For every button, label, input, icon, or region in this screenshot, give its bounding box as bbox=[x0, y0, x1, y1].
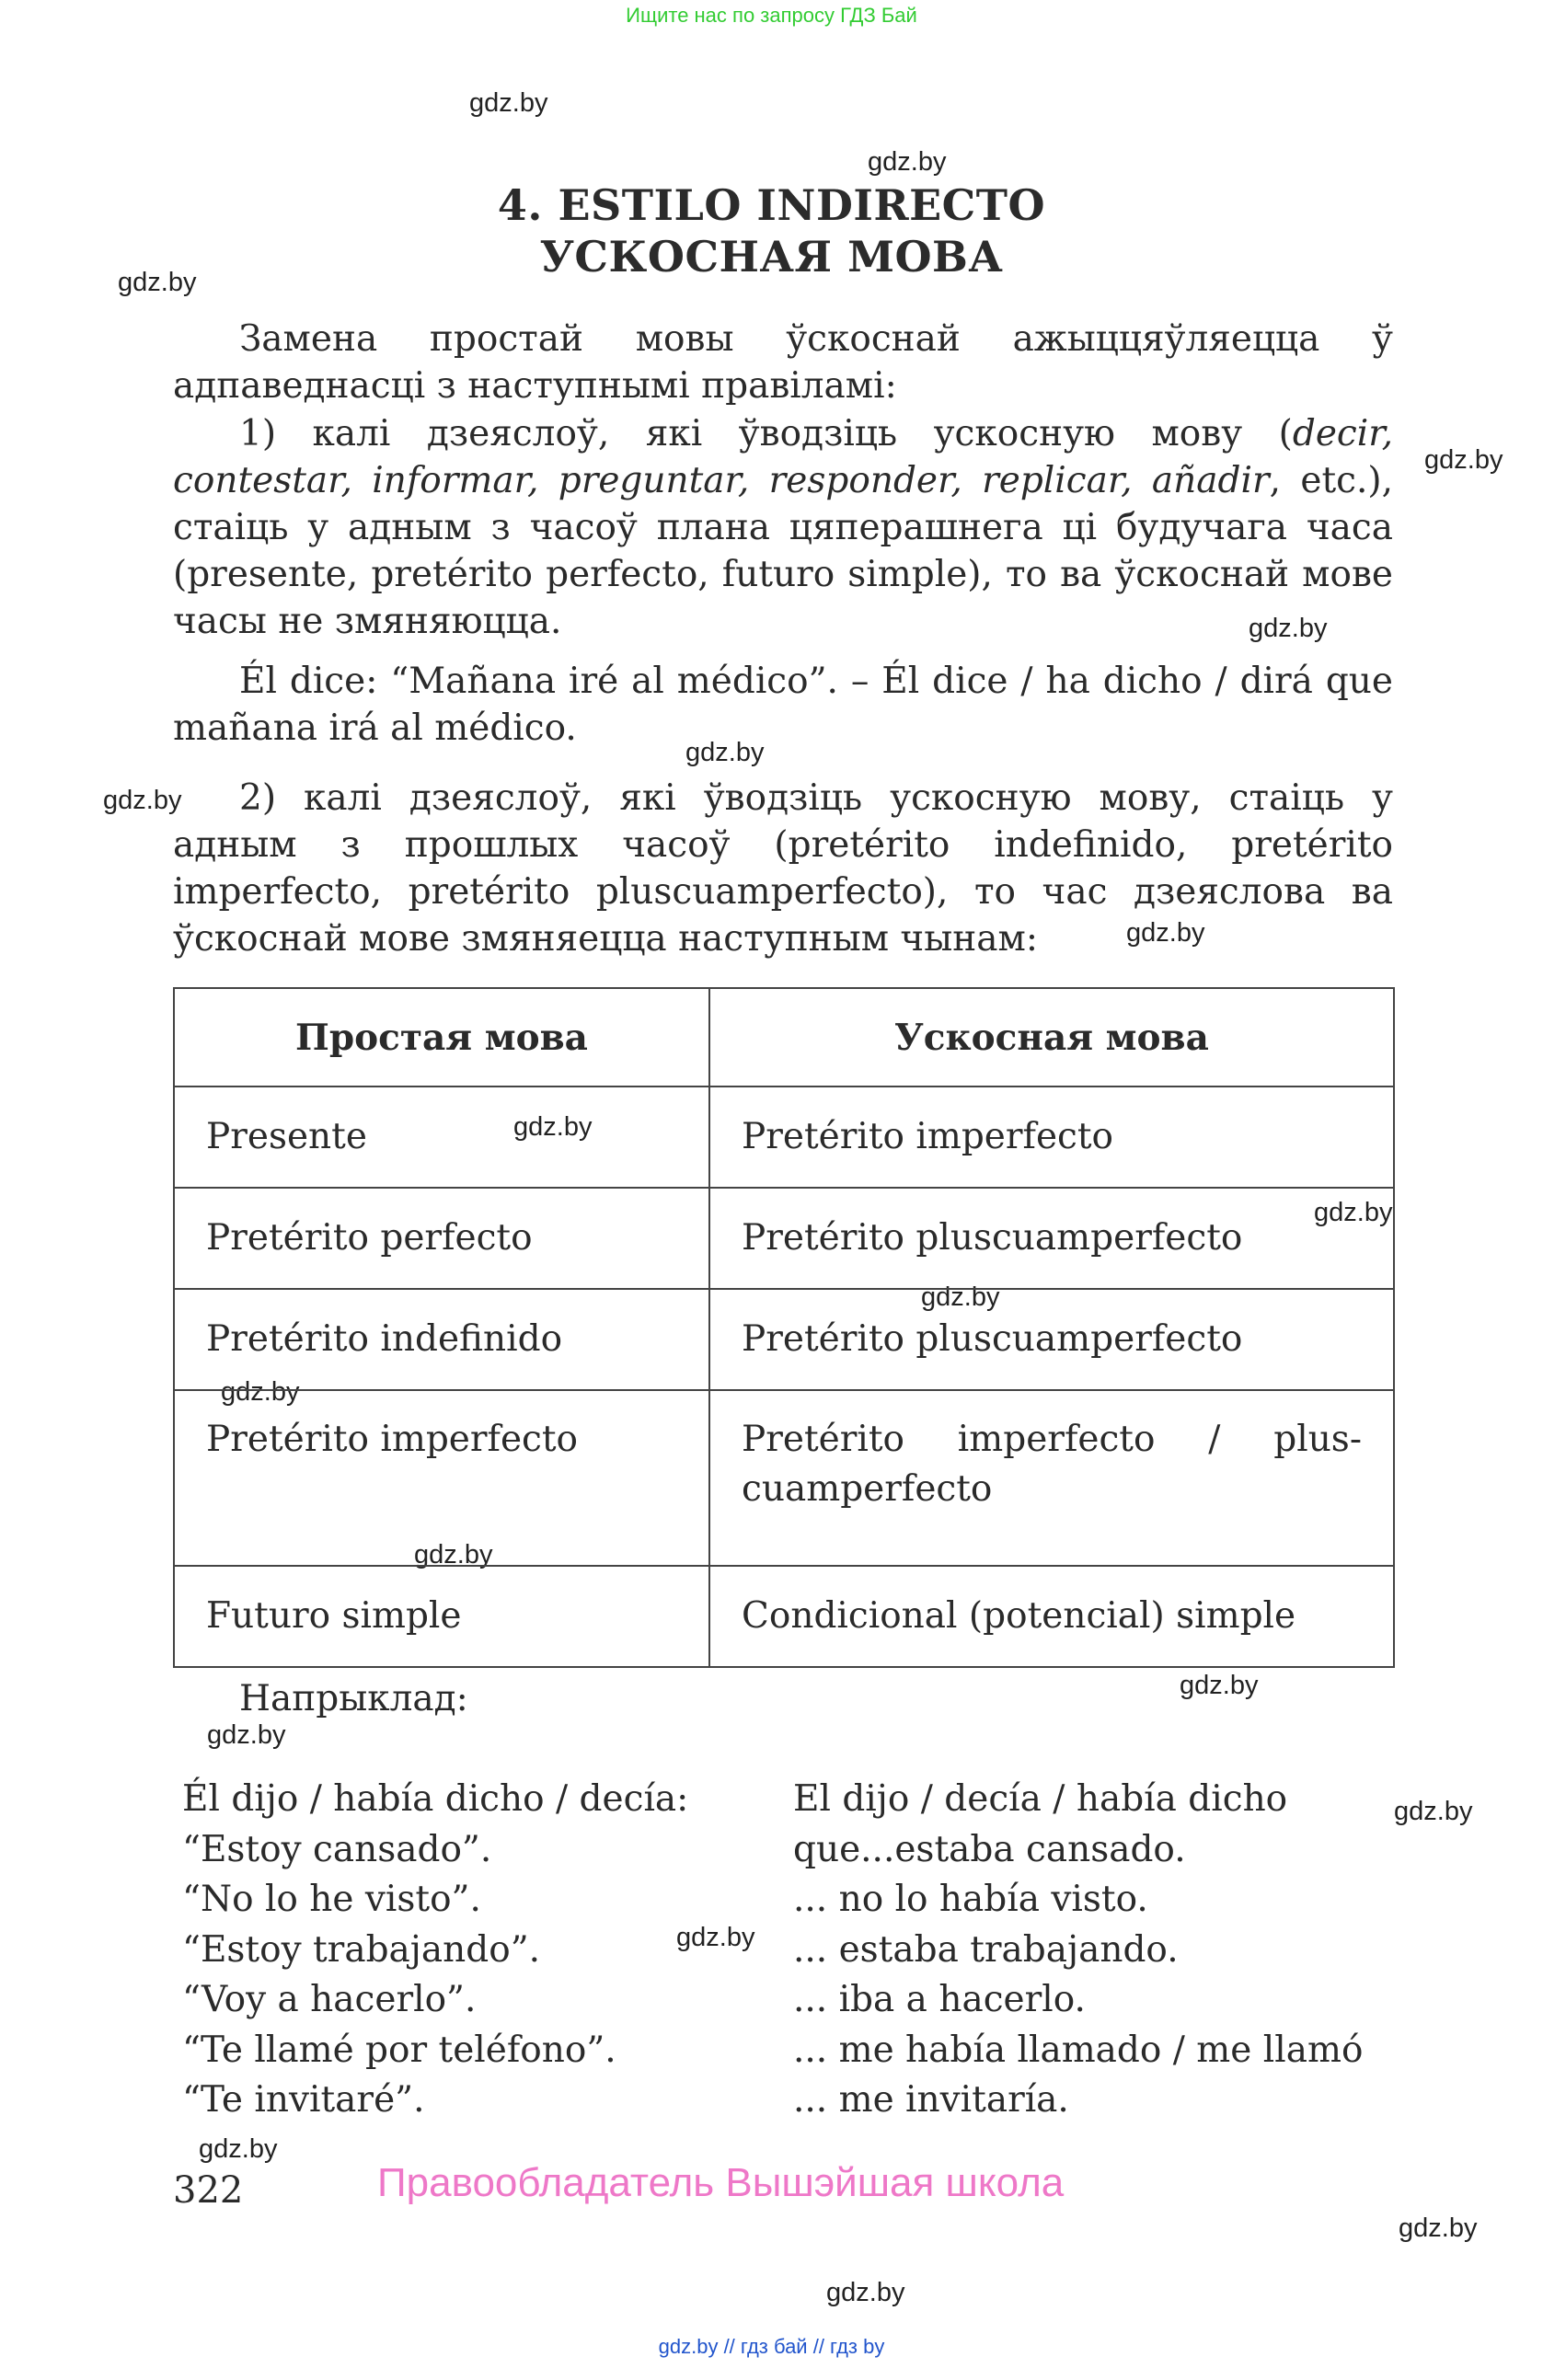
watermark: gdz.by bbox=[414, 1540, 493, 1569]
table-cell: Pretérito pluscuamperfecto bbox=[709, 1289, 1394, 1390]
table-cell: Pretérito perfecto bbox=[174, 1188, 709, 1289]
example-label: Напрыклад: bbox=[239, 1678, 468, 1719]
watermark: gdz.by bbox=[1314, 1198, 1393, 1227]
watermark: gdz.by bbox=[1424, 445, 1503, 475]
watermark: gdz.by bbox=[1180, 1671, 1259, 1700]
rule-1-suffix: , etc.), стаіць у адным з часоў плана цяперашнега ці будучага часа (presente, pretérito perfecto, futuro simple), то ва ўскоснай мове часы не змяняюцца. bbox=[173, 460, 1393, 642]
paragraph-example-1: Él dice: “Mañana iré al médico”. – Él dice / ha dicho / dirá que mañana irá al médico. bbox=[173, 661, 1393, 749]
rule-1-prefix: 1) калі дзеяслоў, які ўводзіць ускосную мову ( bbox=[239, 413, 1293, 454]
watermark: gdz.by bbox=[207, 1720, 286, 1750]
table-cell: Pretérito imperfecto / plus-cuamperfecto bbox=[709, 1390, 1394, 1566]
example-line: “Estoy cansado”. bbox=[182, 1828, 492, 1870]
example-line: ... no lo había visto. bbox=[793, 1879, 1148, 1920]
example-line: Él dijo / había dicho / decía: bbox=[182, 1778, 689, 1820]
example-line: “Voy a hacerlo”. bbox=[182, 1979, 477, 2020]
table-header-direct: Простая мова bbox=[174, 988, 709, 1087]
rule-1-verbs: decir, contestar, informar, preguntar, responder, replicar, añadir bbox=[173, 413, 1393, 501]
top-banner[interactable]: Ищите нас по запросу ГДЗ Бай bbox=[626, 4, 917, 27]
table-cell: Condicional (potencial) simple bbox=[709, 1566, 1394, 1667]
bottom-links[interactable]: gdz.by // гдз бай // гдз by bbox=[658, 2335, 885, 2358]
example-line: “Te llamé por teléfono”. bbox=[182, 2029, 616, 2071]
tense-table bbox=[173, 987, 1395, 1668]
watermark: gdz.by bbox=[199, 2134, 278, 2164]
paragraph-rule-2: 2) калі дзеяслоў, які ўводзіць ускосную мову, стаіць у адным з прошлых часоў (pretérito indefinido, pretérito imperfecto, pretérito pluscuamperfecto), то час дзеяслова ва ўскоснай мове змяняецца наступным чынам: bbox=[173, 777, 1393, 960]
table-header-row bbox=[174, 988, 1394, 1087]
watermark: gdz.by bbox=[103, 786, 182, 815]
table-row bbox=[174, 1566, 1394, 1667]
paragraph-rule-1 bbox=[173, 410, 1393, 645]
watermark: gdz.by bbox=[921, 1282, 1000, 1312]
table-cell: Futuro simple bbox=[174, 1566, 709, 1667]
example-line: que...estaba cansado. bbox=[793, 1828, 1186, 1870]
page-number: 322 bbox=[173, 2169, 244, 2212]
example-line: ... estaba trabajando. bbox=[793, 1928, 1179, 1971]
watermark: gdz.by bbox=[1126, 918, 1205, 948]
table-cell: Pretérito imperfecto bbox=[174, 1390, 709, 1566]
watermark: gdz.by bbox=[1399, 2213, 1478, 2243]
chapter-subtitle: УСКОСНАЯ МОВА bbox=[539, 232, 1004, 282]
table-row bbox=[174, 1390, 1394, 1566]
watermark: gdz.by bbox=[1249, 614, 1328, 643]
table-cell: Pretérito pluscuamperfecto bbox=[709, 1188, 1394, 1289]
examples-indirect bbox=[793, 1775, 1363, 2126]
table-row bbox=[174, 1188, 1394, 1289]
paragraph-intro: Замена простай мовы ўскоснай ажыццяўляецца ў адпаведнасці з наступнымі правіламі: bbox=[173, 318, 1393, 407]
example-line: “No lo he visto”. bbox=[182, 1879, 481, 1920]
example-line: “Estoy trabajando”. bbox=[182, 1928, 541, 1971]
table-header-indirect: Ускосная мова bbox=[709, 988, 1394, 1087]
watermark: gdz.by bbox=[1394, 1797, 1473, 1826]
watermark: gdz.by bbox=[221, 1377, 300, 1407]
example-line: ... iba a hacerlo. bbox=[793, 1979, 1086, 2020]
watermark: gdz.by bbox=[513, 1112, 593, 1142]
example-line: ... me invitaría. bbox=[793, 2079, 1069, 2121]
table-cell: Pretérito indefinido bbox=[174, 1289, 709, 1390]
example-line: “Te invitaré”. bbox=[182, 2079, 425, 2121]
watermark: gdz.by bbox=[826, 2278, 905, 2307]
watermark: gdz.by bbox=[685, 738, 765, 767]
chapter-title: 4. ESTILO INDIRECTO bbox=[497, 180, 1046, 230]
table-row bbox=[174, 1289, 1394, 1390]
table-cell: Presente bbox=[174, 1087, 709, 1188]
table-row bbox=[174, 1087, 1394, 1188]
watermark: gdz.by bbox=[118, 268, 197, 297]
example-line: El dijo / decía / había dicho bbox=[793, 1778, 1288, 1820]
watermark: gdz.by bbox=[868, 147, 947, 177]
watermark: gdz.by bbox=[676, 1923, 755, 1952]
copyright-notice: Правообладатель Вышэйшая школа bbox=[377, 2160, 1065, 2205]
watermark: gdz.by bbox=[469, 88, 548, 118]
table-cell: Pretérito imperfecto bbox=[709, 1087, 1394, 1188]
example-line: ... me había llamado / me llamó bbox=[793, 2029, 1364, 2071]
examples-direct bbox=[182, 1775, 688, 2126]
